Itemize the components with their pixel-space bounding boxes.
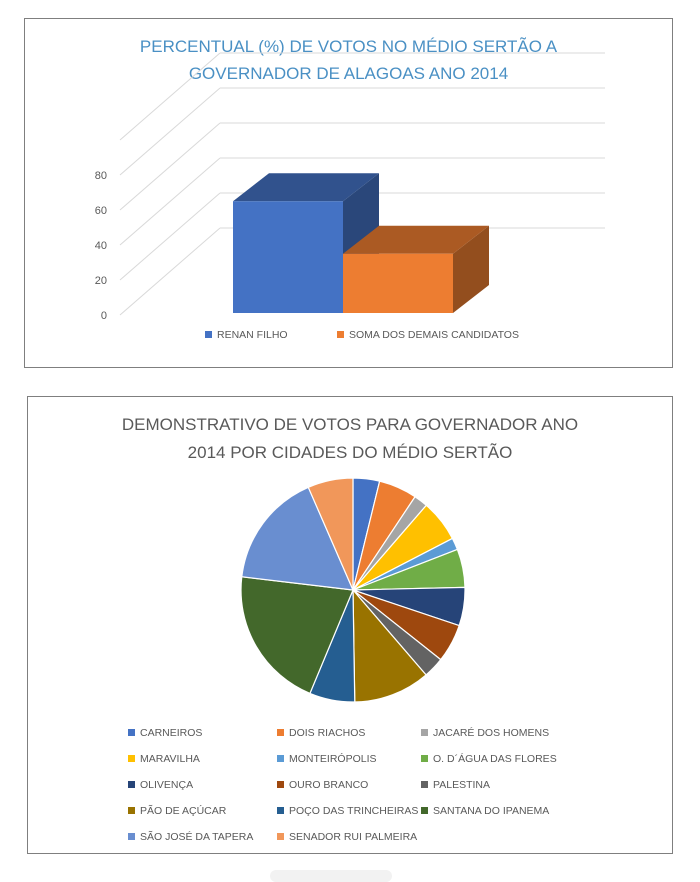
- page-scroll-indicator: [270, 870, 392, 882]
- pie-legend-swatch: [277, 781, 284, 788]
- y-tick-label: 60: [94, 205, 107, 217]
- pie-legend-item-11: [421, 805, 549, 817]
- pie-legend-swatch: [128, 781, 135, 788]
- pie-chart-title-line-2: 2014 POR CIDADES DO MÉDIO SERTÃO: [187, 443, 513, 462]
- pie-legend-label: PALESTINA: [433, 779, 490, 791]
- y-tick-label: 40: [94, 240, 107, 252]
- pie-legend-swatch: [421, 807, 428, 814]
- pie-legend-label: OLIVENÇA: [140, 779, 194, 791]
- pie-legend-item-0: [128, 727, 202, 739]
- pie-legend-label: SENADOR RUI PALMEIRA: [289, 831, 418, 843]
- bar-front: [233, 201, 343, 313]
- pie-legend-swatch: [421, 729, 428, 736]
- pie-legend-label: JACARÉ DOS HOMENS: [433, 727, 550, 739]
- grid-diagonal: [120, 88, 220, 175]
- bar-chart-panel: [24, 18, 673, 368]
- pie-legend-swatch: [128, 729, 135, 736]
- pie-legend-label: POÇO DAS TRINCHEIRAS: [289, 805, 419, 817]
- bar-legend-item-demais: [337, 329, 519, 341]
- y-tick-label: 0: [100, 310, 107, 322]
- pie-legend-item-4: [277, 753, 377, 765]
- y-tick-label: 20: [94, 275, 107, 287]
- pie-chart-panel: [27, 396, 673, 854]
- pie-legend-item-8: [421, 779, 490, 791]
- bar-1: [343, 226, 489, 313]
- grid-diagonal: [120, 228, 220, 315]
- pie-legend-item-13: [277, 831, 417, 843]
- grid-diagonal: [120, 158, 220, 245]
- pie-legend-item-10: [277, 805, 418, 817]
- bar-legend-item-renan: [205, 329, 288, 341]
- bar-front: [343, 254, 453, 313]
- pie-legend-label: SANTANA DO IPANEMA: [433, 805, 550, 817]
- pie-legend-item-9: [128, 805, 226, 817]
- grid-diagonal: [120, 53, 220, 140]
- pie-legend-swatch: [128, 833, 135, 840]
- bar-legend-swatch-renan: [205, 331, 212, 338]
- pie-legend-label: MARAVILHA: [140, 753, 200, 765]
- bar-chart-title-line-2: GOVERNADOR DE ALAGOAS ANO 2014: [188, 64, 509, 83]
- bar-legend-label-demais: SOMA DOS DEMAIS CANDIDATOS: [349, 329, 519, 341]
- pie-legend-item-7: [277, 779, 368, 791]
- pie-legend-label: CARNEIROS: [140, 727, 203, 739]
- pie-legend-label: OURO BRANCO: [289, 779, 369, 791]
- pie-legend-swatch: [277, 833, 284, 840]
- pie-legend-swatch: [421, 755, 428, 762]
- pie-legend-label: DOIS RIACHOS: [289, 727, 366, 739]
- pie-chart-title-line-1: DEMONSTRATIVO DE VOTOS PARA GOVERNADOR ANO: [121, 415, 579, 434]
- pie-legend-label: O. D´ÁGUA DAS FLORES: [433, 753, 557, 765]
- bar-legend-label-renan: RENAN FILHO: [217, 329, 288, 341]
- grid-diagonal: [120, 123, 220, 210]
- pie-legend-swatch: [277, 729, 284, 736]
- pie-legend-swatch: [128, 755, 135, 762]
- pie-legend-label: PÃO DE AÇÚCAR: [140, 805, 227, 817]
- pie-legend-swatch: [128, 807, 135, 814]
- pie-legend-swatch: [421, 781, 428, 788]
- pie-legend-label: MONTEIRÓPOLIS: [289, 753, 377, 765]
- pie-legend-label: SÃO JOSÉ DA TAPERA: [140, 831, 254, 843]
- pie-legend-item-12: [128, 831, 253, 843]
- pie-legend-item-2: [421, 727, 549, 739]
- grid-diagonal: [120, 193, 220, 280]
- pie-legend-item-1: [277, 727, 365, 739]
- bar-legend-swatch-demais: [337, 331, 344, 338]
- y-tick-label: 80: [94, 170, 107, 182]
- pie-legend-item-6: [128, 779, 193, 791]
- pie-legend-swatch: [277, 755, 284, 762]
- bar-chart-title-line-1: PERCENTUAL (%) DE VOTOS NO MÉDIO SERTÃO A: [139, 37, 558, 56]
- pie-legend-swatch: [277, 807, 284, 814]
- pie-legend-item-3: [128, 753, 200, 765]
- bar-chart-plot: [25, 19, 674, 369]
- pie-legend-item-5: [421, 753, 557, 765]
